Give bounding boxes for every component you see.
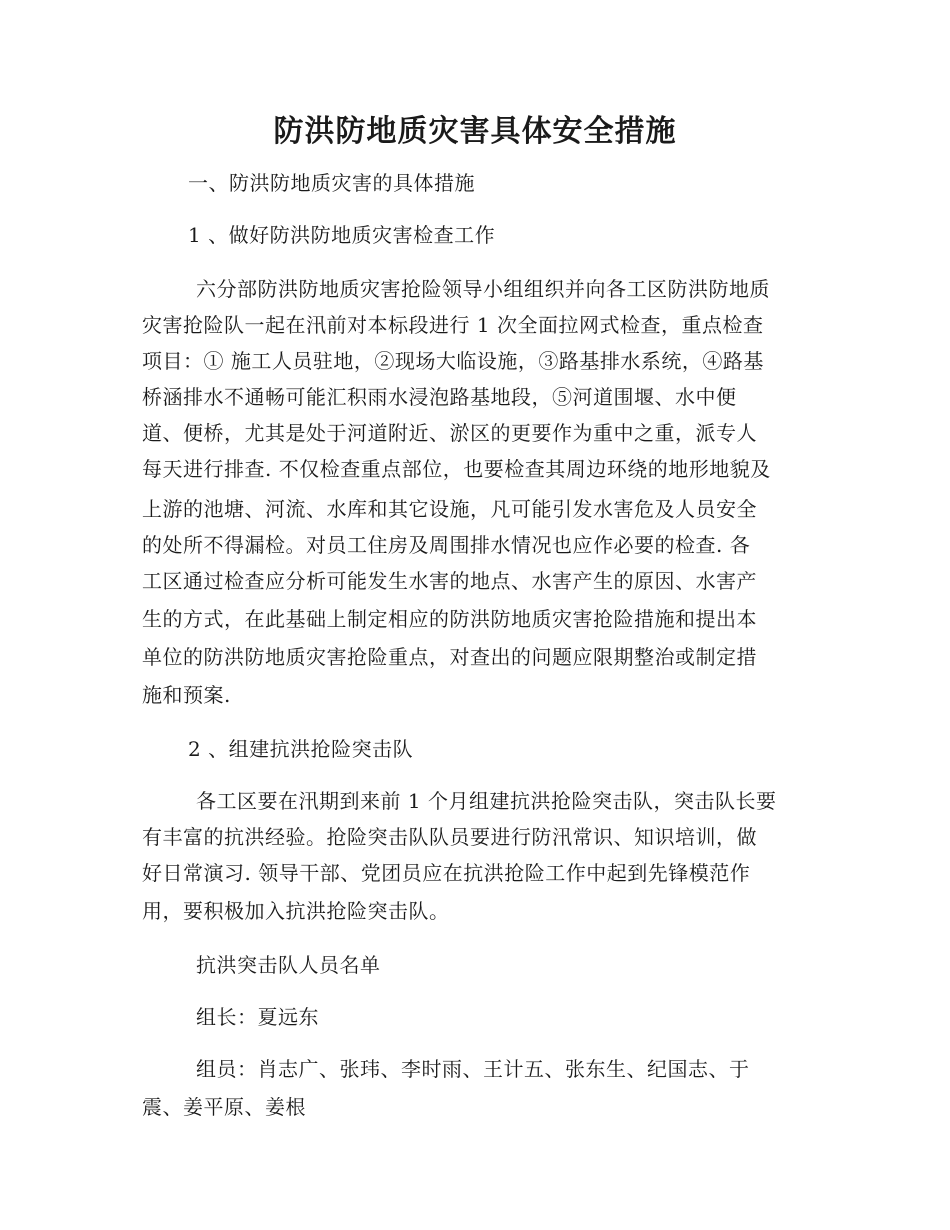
paragraph-line: 好日常演习. 领导干部、党团员应在抗洪抢险工作中起到先锋模范作 — [142, 861, 751, 885]
paragraph-line: 项目：① 施工人员驻地，②现场大临设施，③路基排水系统，④路基 — [142, 349, 764, 373]
paragraph-line: 六分部防洪防地质灾害抢险领导小组组织并向各工区防洪防地质 — [196, 277, 770, 301]
team-leader: 组长：夏远东 — [196, 1005, 319, 1029]
paragraph-line: 道、便桥，尤其是处于河道附近、淤区的更要作为重中之重，派专人 — [142, 421, 757, 445]
paragraph-line: 工区通过检查应分析可能发生水害的地点、水害产生的原因、水害产 — [142, 569, 757, 593]
paragraph-line: 桥涵排水不通畅可能汇积雨水浸泡路基地段，⑤河道围堰、水中便 — [142, 385, 737, 409]
subsection-heading: 2 、组建抗洪抢险突击队 — [188, 737, 414, 761]
subsection-heading: 1 、做好防洪防地质灾害检查工作 — [188, 223, 496, 247]
paragraph-line: 每天进行排查. 不仅检查重点部位，也要检查其周边环绕的地形地貌及 — [142, 457, 771, 481]
paragraph-line: 用，要积极加入抗洪抢险突击队。 — [142, 899, 450, 923]
members-line: 组员：肖志广、张玮、李时雨、王计五、张东生、纪国志、于 — [196, 1057, 750, 1081]
paragraph-line: 施和预案. — [142, 683, 231, 707]
paragraph-line: 有丰富的抗洪经验。抢险突击队队员要进行防汛常识、知识培训，做 — [142, 825, 757, 849]
document-title: 防洪防地质灾害具体安全措施 — [273, 114, 677, 149]
paragraph-line: 各工区要在汛期到来前 1 个月组建抗洪抢险突击队，突击队长要 — [196, 789, 777, 813]
paragraph-line: 上游的池塘、河流、水库和其它设施，凡可能引发水害危及人员安全 — [142, 497, 757, 521]
paragraph-line: 灾害抢险队一起在汛前对本标段进行 1 次全面拉网式检查，重点检查 — [142, 313, 764, 337]
roster-title: 抗洪突击队人员名单 — [196, 953, 381, 977]
paragraph-line: 单位的防洪防地质灾害抢险重点，对查出的问题应限期整治或制定措 — [142, 645, 757, 669]
members-line: 震、姜平原、姜根 — [142, 1095, 306, 1119]
section-heading: 一、防洪防地质灾害的具体措施 — [188, 171, 475, 195]
paragraph-line: 的处所不得漏检。对员工住房及周围排水情况也应作必要的检查. 各 — [142, 533, 751, 557]
paragraph-line: 生的方式，在此基础上制定相应的防洪防地质灾害抢险措施和提出本 — [142, 607, 757, 631]
